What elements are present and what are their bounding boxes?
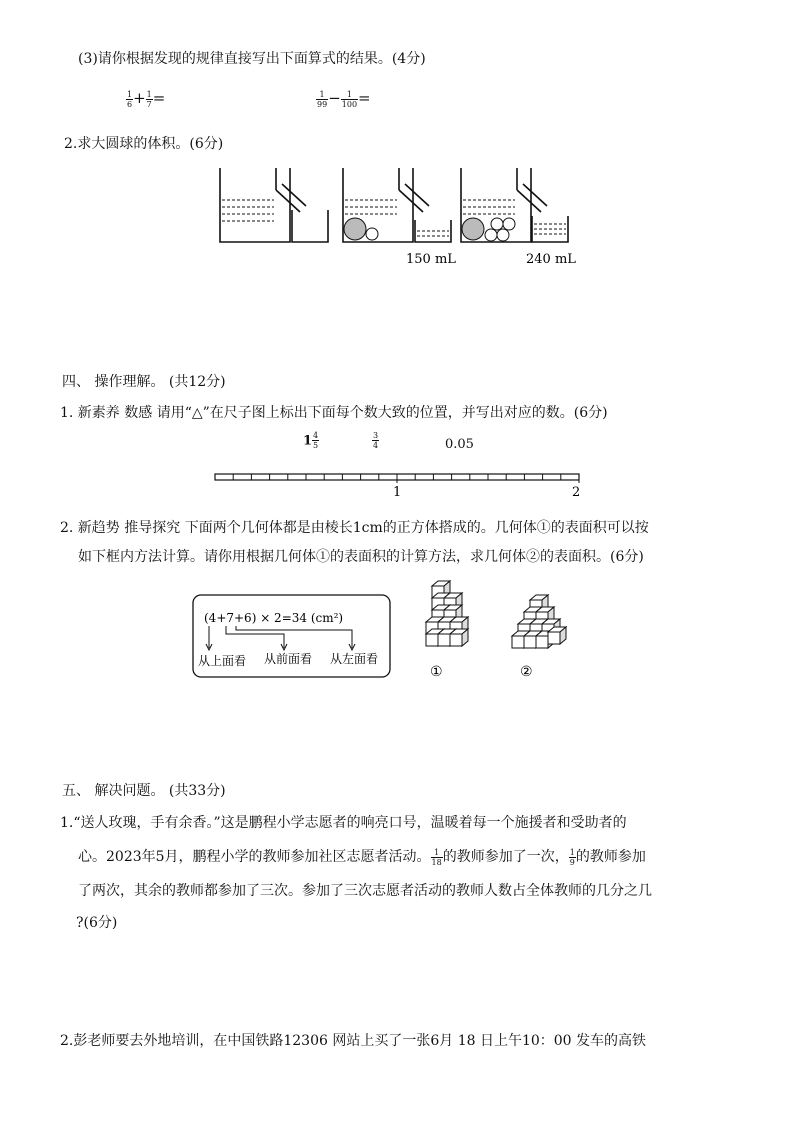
fraction: $\frac{1}{6}$ — [127, 89, 133, 109]
question-3-2-text: 2.求大圆球的体积。(6分) — [64, 136, 224, 152]
shape-2-label: ② — [520, 664, 533, 680]
cube-shapes — [418, 576, 588, 686]
expression-1: $\frac{1}{6}$ + $\frac{1}{7}$ = — [127, 89, 166, 109]
section-5-q1-line1: 1.“送人玫瑰，手有余香。”这是鹏程小学志愿者的响亮口号，温暖着每一个施援者和受助者的 — [60, 815, 627, 831]
section-4-q2-line2: 如下框内方法计算。请你用根据几何体①的表面积的计算方法，求几何体②的表面积。(6分) — [78, 549, 644, 565]
fraction: $\frac{1}{100}$ — [341, 89, 358, 109]
question-3-3-text: (3)请你根据发现的规律直接写出下面算式的结果。(4分) — [78, 51, 426, 67]
formula-box — [192, 594, 392, 680]
view-top: 从上面看 — [198, 654, 247, 668]
section-4-q2-line1: 2. 新趋势 推导探究 下面两个几何体都是由棱长1cm的正方体搭成的。几何体①的表面积可以按 — [60, 520, 649, 536]
ruler-label-1: 1 — [393, 485, 402, 500]
large-ball — [344, 218, 366, 240]
shape-2 — [512, 595, 566, 648]
decimal-value: 0.05 — [445, 437, 474, 452]
section-5-q1-line2: 心。2023年5月，鹏程小学的教师参加社区志愿者活动。 $\frac{1}{18}$ 的教师参加了一次， $\frac{1}{9}$ 的教师参加 — [78, 847, 646, 867]
beaker-diagram — [210, 160, 590, 270]
section-5-q1-line4: ?(6分) — [76, 915, 118, 931]
shape-1 — [426, 581, 468, 646]
fraction-1-18: $\frac{1}{18}$ — [431, 847, 442, 867]
mixed-number: 1 $\frac{4}{5}$ — [303, 431, 319, 450]
view-front: 从前面看 — [264, 652, 313, 666]
fraction-three-quarters: $\frac{3}{4}$ — [373, 431, 379, 450]
shape-1-label: ① — [430, 664, 443, 680]
section-4-header: 四、 操作理解。 (共12分) — [62, 374, 226, 390]
fraction: $\frac{1}{7}$ — [146, 89, 152, 109]
section-4-q1-text: 1. 新素养 数感 请用“△”在尺子图上标出下面每个数大致的位置，并写出对应的数。(6分) — [60, 405, 608, 421]
ruler-label-2: 2 — [572, 485, 581, 500]
small-ball — [366, 228, 378, 240]
fraction: $\frac{1}{99}$ — [317, 89, 328, 109]
label-240ml: 240 mL — [526, 252, 576, 267]
ruler — [210, 470, 590, 502]
expression-2: $\frac{1}{99}$ − $\frac{1}{100}$ = — [317, 89, 371, 109]
section-5-header: 五、 解决问题。 (共33分) — [62, 783, 226, 799]
formula-text: (4+7+6) × 2=34 (cm²) — [204, 611, 344, 625]
section-5-q2-line1: 2.彭老师要去外地培训，在中国铁路12306 网站上买了一张6月 18 日上午10：00 发车的高铁 — [60, 1033, 647, 1049]
large-ball — [462, 218, 484, 240]
section-5-q1-line3: 了两次，其余的教师都参加了三次。参加了三次志愿者活动的教师人数占全体教师的几分之几 — [78, 883, 652, 899]
view-left: 从左面看 — [330, 652, 379, 666]
fraction-1-9: $\frac{1}{9}$ — [569, 847, 575, 867]
label-150ml: 150 mL — [406, 252, 456, 267]
